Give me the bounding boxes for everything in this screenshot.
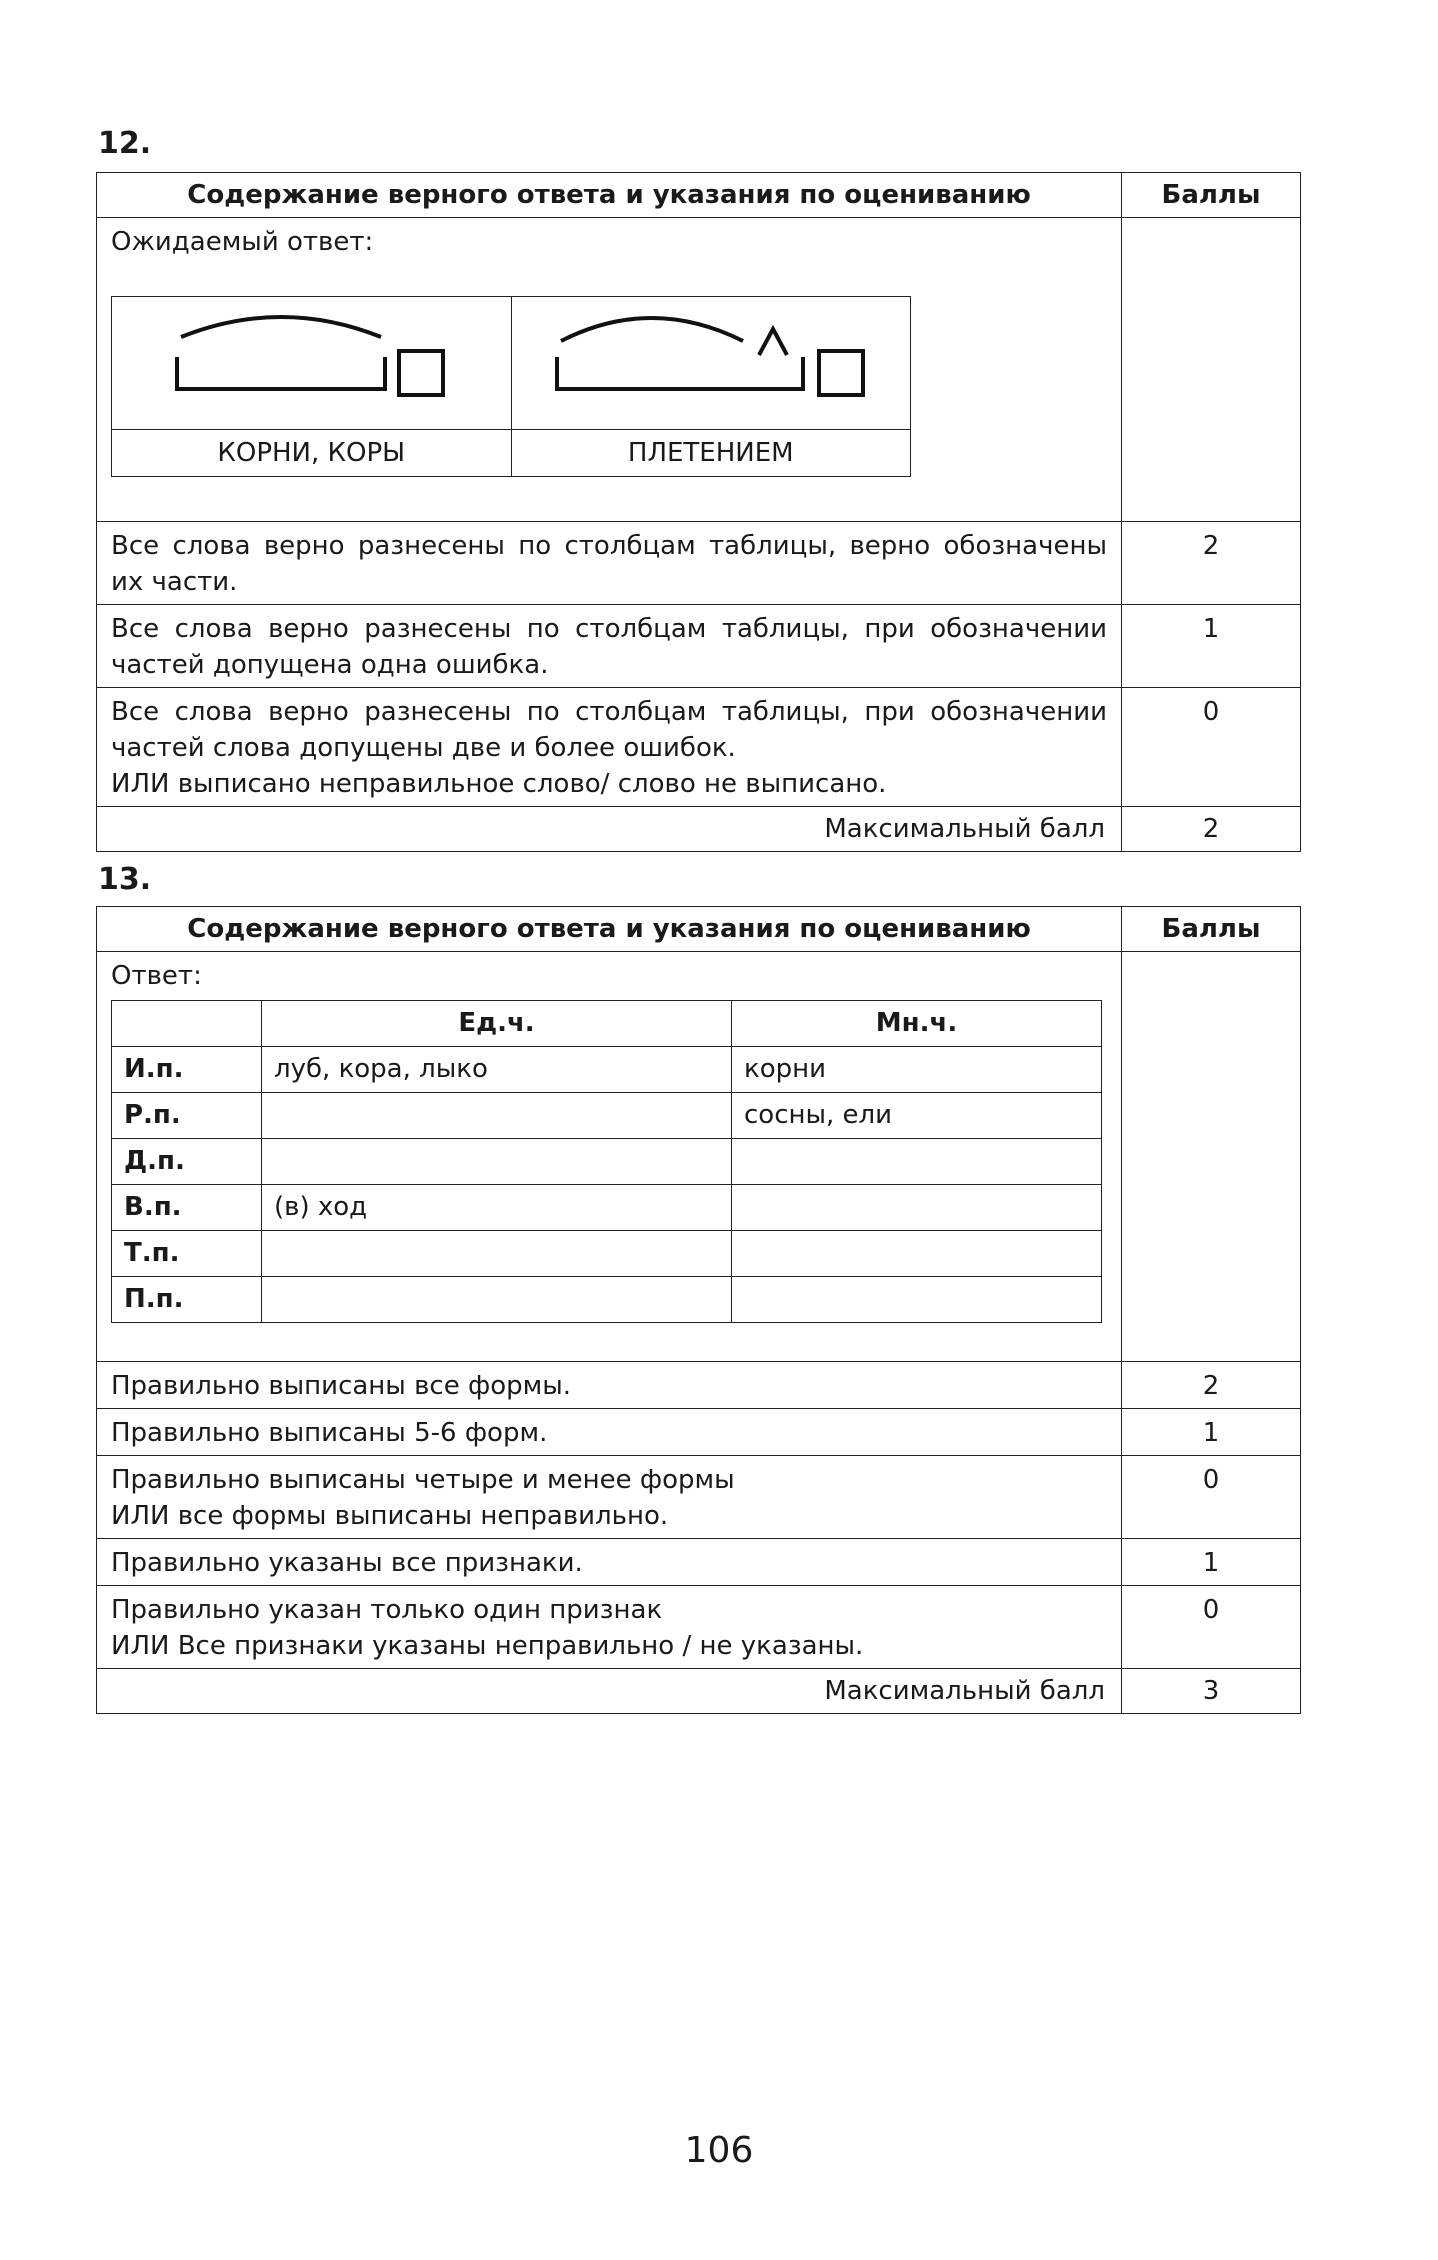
task-13-number: 13.	[98, 862, 152, 897]
criterion-points: 1	[1122, 605, 1301, 688]
max-score-label: Максимальный балл	[97, 807, 1122, 852]
criterion-alternative: ИЛИ выписано неправильное слово/ слово не выписано.	[111, 769, 887, 799]
criteria-header: Содержание верного ответа и указания по оцениванию	[97, 173, 1122, 218]
criterion-text: Все слова верно разнесены по столбцам таблицы, при обозначении частей слова допущены две и более ошибок.	[111, 697, 1107, 763]
max-score-value: 3	[1122, 1669, 1301, 1714]
criterion-text: Правильно указаны все признаки.	[97, 1539, 1122, 1586]
criterion-alternative: ИЛИ все формы выписаны неправильно.	[111, 1501, 669, 1531]
criterion-points: 2	[1122, 1362, 1301, 1409]
plural-header: Мн.ч.	[732, 1001, 1102, 1047]
plural-forms: корни	[732, 1047, 1102, 1093]
criterion-points: 2	[1122, 522, 1301, 605]
criterion-cell	[97, 688, 1122, 807]
criterion-points: 1	[1122, 1409, 1301, 1456]
criterion-row	[97, 1409, 1301, 1456]
morpheme-table	[111, 296, 911, 477]
case-row	[112, 1277, 1102, 1323]
case-row	[112, 1047, 1102, 1093]
criterion-text: Правильно указан только один признак	[111, 1595, 663, 1625]
case-name: Р.п.	[112, 1093, 262, 1139]
case-row	[112, 1139, 1102, 1185]
criterion-text: Все слова верно разнесены по столбцам таблицы, верно обозначены их части.	[97, 522, 1122, 605]
points-header: Баллы	[1122, 173, 1301, 218]
root-suffix-ending-scheme-icon	[531, 297, 891, 417]
plural-forms	[732, 1185, 1102, 1231]
case-forms-table	[111, 1000, 1102, 1323]
points-empty-cell	[1122, 218, 1301, 522]
page-number: 106	[684, 2130, 754, 2171]
criterion-row	[97, 1586, 1301, 1669]
task-13-table	[96, 906, 1301, 1714]
criterion-text: Правильно выписаны четыре и менее формы	[111, 1465, 735, 1495]
criterion-points: 0	[1122, 1586, 1301, 1669]
singular-forms	[262, 1139, 732, 1185]
task-12-table	[96, 172, 1301, 852]
plural-forms	[732, 1139, 1102, 1185]
plural-forms	[732, 1231, 1102, 1277]
singular-header: Ед.ч.	[262, 1001, 732, 1047]
expected-answer-label: Ожидаемый ответ:	[111, 227, 374, 257]
points-empty-cell	[1122, 952, 1301, 1362]
expected-answer-cell	[97, 218, 1122, 522]
criterion-cell	[97, 1456, 1122, 1539]
max-score-value: 2	[1122, 807, 1301, 852]
task-12-number: 12.	[98, 126, 152, 161]
case-row	[112, 1185, 1102, 1231]
case-name: Д.п.	[112, 1139, 262, 1185]
answer-cell	[97, 952, 1122, 1362]
criterion-row	[97, 1539, 1301, 1586]
criterion-text: Правильно выписаны 5-6 форм.	[97, 1409, 1122, 1456]
criterion-cell	[97, 1586, 1122, 1669]
plural-forms: сосны, ели	[732, 1093, 1102, 1139]
case-name: П.п.	[112, 1277, 262, 1323]
singular-forms: луб, кора, лыко	[262, 1047, 732, 1093]
case-name: И.п.	[112, 1047, 262, 1093]
case-name: В.п.	[112, 1185, 262, 1231]
morpheme-scheme-2	[511, 297, 911, 430]
criterion-row	[97, 1362, 1301, 1409]
criterion-row	[97, 605, 1301, 688]
max-score-label: Максимальный балл	[97, 1669, 1122, 1714]
criterion-points: 1	[1122, 1539, 1301, 1586]
criterion-row	[97, 522, 1301, 605]
criterion-text: Все слова верно разнесены по столбцам таблицы, при обозначении частей допущена одна ошибка.	[97, 605, 1122, 688]
case-name: Т.п.	[112, 1231, 262, 1277]
case-header-empty	[112, 1001, 262, 1047]
criterion-text: Правильно выписаны все формы.	[97, 1362, 1122, 1409]
answer-label: Ответ:	[111, 961, 202, 991]
singular-forms	[262, 1093, 732, 1139]
word-label-2: ПЛЕТЕНИЕМ	[511, 430, 911, 477]
criterion-alternative: ИЛИ Все признаки указаны неправильно / не указаны.	[111, 1631, 864, 1661]
criterion-row	[97, 688, 1301, 807]
case-row	[112, 1093, 1102, 1139]
singular-forms: (в) ход	[262, 1185, 732, 1231]
criterion-points: 0	[1122, 1456, 1301, 1539]
points-header: Баллы	[1122, 907, 1301, 952]
morpheme-scheme-1	[112, 297, 512, 430]
word-label-1: КОРНИ, КОРЫ	[112, 430, 512, 477]
singular-forms	[262, 1277, 732, 1323]
case-row	[112, 1231, 1102, 1277]
criterion-row	[97, 1456, 1301, 1539]
root-ending-scheme-icon	[131, 297, 491, 417]
plural-forms	[732, 1277, 1102, 1323]
criterion-points: 0	[1122, 688, 1301, 807]
criteria-header: Содержание верного ответа и указания по оцениванию	[97, 907, 1122, 952]
singular-forms	[262, 1231, 732, 1277]
